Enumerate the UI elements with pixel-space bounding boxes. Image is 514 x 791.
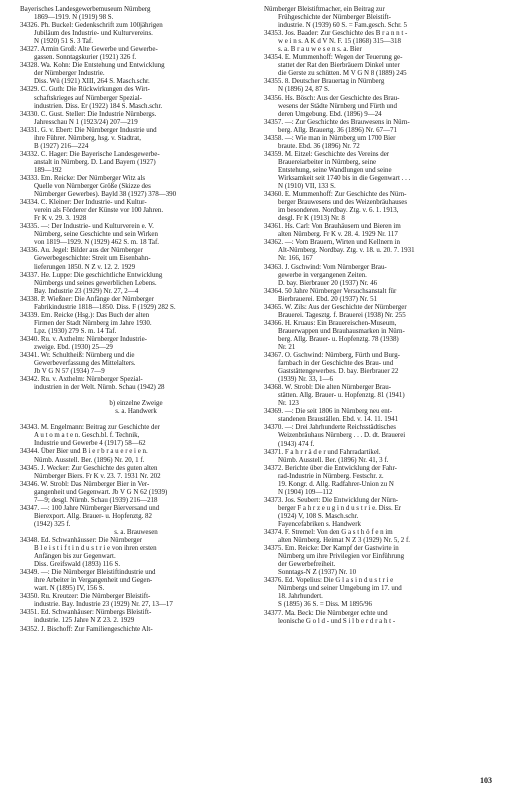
section-heading: b) einzelne Zweige <box>109 399 163 408</box>
bibliography-entry: 34351. Ed. Schwanhäuser: Nürnbergs Bleistift- industrie. 125 Jahre N Z 23. 2. 1929 <box>20 608 152 625</box>
bibliography-entry: 34366. H. Kruaus: Ein Brauereischen-Museum, Brauerwappen und Brauhausmarken in Nürn- berg. Allg. Brauer- u. Hopfenztg. 78 (1938) Nr. 21 <box>264 318 405 351</box>
spacer <box>20 391 252 399</box>
bibliography-entry: 34347. —: 100 Jahre Nürnberger Bierversand und Bierexport. Allg. Brauer- u. Hopfenztg. 82 (1942) 325 f. <box>20 503 160 528</box>
bibliography-entry: 34336. Au. Jegel: Bilder aus der Nürnberger Gewerbegeschichte: Streit um Eisenbahn- lieferungen 1850. N Z v. 12. 2. 1929 <box>20 246 151 271</box>
bibliography-entry: 34371. F a h r r ä d e r und Fahrradartikel. Nürnb. Ausstell. Ber. (1896) Nr. 41, 3 f. <box>264 447 389 464</box>
page-number: 103 <box>480 776 492 785</box>
section-heading: s. a. Brauwesen <box>114 527 158 536</box>
bibliography-entry: 34361. Hs. Carl: Von Brauhäusern und Bieren im alten Nürnberg. Fr K v. 28. 4. 1929 Nr. 117 <box>264 222 401 239</box>
bibliography-entry: 34345. J. Wecker: Zur Geschichte des guten alten Nürnberger Biers. Fr K v. 23. 7. 1931 Nr. 202 <box>20 463 161 480</box>
bibliography-entry: Nürnberger Bleistiftmacher, ein Beitrag zur Frühgeschichte der Nürnberger Bleistift- industrie. N (1939) 60 S. = Fam.gesch. Schr. 5 <box>264 5 407 30</box>
bibliography-entry: 34334. C. Kleiner: Der Industrie- und Kultur- verein als Förderer der Künste vor 100 Jahren. Fr K v. 29. 3. 1928 <box>20 198 164 223</box>
bibliography-entry: 34326. Ph. Buckel: Gedenkschrift zum 100jährigen Jubiläum des Industrie- und Kulturvereins. N (1920) 51 S. 3 Taf. <box>20 21 163 46</box>
bibliography-entry: Bayerisches Landesgewerbemuseum Nürnberg 1869—1919. N (1919) 98 S. <box>20 5 151 22</box>
spacer <box>20 415 252 423</box>
bibliography-entry: 34330. C. Gust. Steller: Die Industrie Nürnbergs. Jahresschau N 1 (1923/24) 207—219 <box>20 109 157 126</box>
bibliography-entry: 34350. Ru. Kreutzer: Die Nürnberger Bleistift- industrie. Bay. Industrie 23 (1929) Nr. 27, 13—17 <box>20 592 173 609</box>
bibliography-entry: 34329. C. Guth: Die Rückwirkungen des Wirt- schaftskrieges auf Nürnberger Spezial- industrien. Diss. Er (1922) 184 S. Masch.schr. <box>20 85 163 110</box>
bibliography-entry: 34327. Armin Groß: Alte Gewerbe und Gewerbe- gassen. Sonntagskurier (1921) 326 f. <box>20 45 158 62</box>
bibliography-entry: 34369. —: Die seit 1806 in Nürnberg neu ent- standenen Brauställen. Ebd. v. 14. 11. 1941 <box>264 407 399 424</box>
bibliography-entry: 34363. J. Gschwind: Vom Nürnberger Brau- gewerbe in vergangenen Zeiten. D. bay. Bierbrauer 20 (1937) Nr. 46 <box>264 262 387 287</box>
bibliography-entry: 34365. W. Zils: Aus der Geschichte der Nürnberger Brauerei. Tagesztg. f. Brauerei (1938) Nr. 255 <box>264 302 407 319</box>
bibliography-entry: 34364. 50 Jahre Nürnberger Versuchsanstalt für Bierbrauerei. Ebd. 20 (1937) Nr. 51 <box>264 286 397 303</box>
bibliography-entry: 34344. Über Bier und B i e r b r a u e r e i e n. Nürnb. Ausstell. Ber. (1896) Nr. 20, 1 f. <box>20 447 148 464</box>
bibliography-entry: 34359. M. Eitzel: Geschichte des Vereins der Brauereiarbeiter in Nürnberg, seine Entstehung, seine Wandlungen und seine Wirksamkeit seit 1740 bis in die Gegenwart . . . N (1910) VII, 133 S. <box>264 149 411 191</box>
bibliography-entry: 34367. O. Gschwind: Nürnberg, Fürth und Burg- farnbach in der Geschichte des Brau- und Gaststättengewerbes. D. bay. Bierbrauer 22 (1939) Nr. 33, 1—6 <box>264 351 400 384</box>
left-column <box>20 5 252 633</box>
bibliography-entry: 34342. Ru. v. Axthelm: Nürnberger Spezial- industrien in der Welt. Nürnb. Schau (1942) 28 <box>20 375 165 392</box>
bibliography-entry: 34333. Em. Reicke: Der Nürnberger Witz als Quelle von Nürnberger Größe (Skizze des Nürnberger Gewerbes). Bayld 38 (1927) 378—390 <box>20 173 177 199</box>
bibliography-entry: 34356. Hs. Bösch: Aus der Geschichte des Brau- wesens der Städte Nürnberg und Fürth und deren Umgebung. Ebd. (1896) 9—24 <box>264 93 400 118</box>
bibliography-entry: 34338. P. Wießner: Die Anfänge der Nürnberger Fabrikindustrie 1818—1850. Diss. F (1929) 282 S. <box>20 294 176 311</box>
bibliography-entry: 34362. —: Vom Brauern, Wirten und Kellnern in Alt-Nürnberg. Nordbay. Ztg. v. 18. u. 20. 7. 1931 Nr. 166, 167 <box>264 238 415 263</box>
bibliography-entry: 34335. —: Der Industrie- und Kulturverein e. V. Nürnberg, seine Geschichte und sein Wirken von 1819—1929. N (1929) 462 S. m. 18 Taf. <box>20 222 160 247</box>
bibliography-entry: 34348. Ed. Schwanhäusser: Die Nürnberger B l e i s t i f t i n d u s t r i e von ihren ersten Anfängen bis zur Gegenwart. Diss. Greifswald (1893) 116 S. <box>20 536 157 569</box>
bibliography-entry: 34375. Em. Reicke: Der Kampf der Gastwirte in Nürnberg um ihre Privilegien vor Einführung der Gewerbefreiheit. Sonntags-N Z (1937) Nr. 10 <box>264 544 405 577</box>
bibliography-entry: 34339. Em. Reicke (Hsg.): Das Buch der alten Firmen der Stadt Nürnberg im Jahre 1930. Lpz. (1930) 279 S. m. 14 Taf. <box>20 310 152 335</box>
bibliography-entry: 34343. M. Engelmann: Beitrag zur Geschichte der A u t o m a t e n. Gesch.bl. f. Technik, Industrie und Gewerbe 4 (1917) 58—62 <box>20 423 160 448</box>
bibliography-entry: 34340. Ru. v. Axthelm: Nürnberger Industrie- zweige. Ebd. (1930) 25—29 <box>20 334 147 351</box>
bibliography-entry: 34360. E. Mummenhoff: Zur Geschichte des Nürn- berger Brauwesens und des Weizenbräuhauses im besonderen. Nordbay. Ztg. v. 6. 1. 1913, desgl. Fr K (1913) Nr. 8 <box>264 190 408 223</box>
bibliography-entry: 34352. J. Bischoff: Zur Familiengeschichte Alt- <box>20 624 153 633</box>
bibliography-entry: 34346. W. Strobl: Das Nürnberger Bier in Ver- gangenheit und Gegenwart. Jb V G N 62 (1939) 7—9; desgl. Nürnb. Schau (1939) 216—218 <box>20 479 168 504</box>
right-column <box>264 5 496 625</box>
bibliography-entry: 34370. —: Drei Jahrhunderte Reichsstädtisches Weizenbräuhaus Nürnberg . . . D. dt. Brauerei (1943) 474 f. <box>264 423 406 448</box>
bibliography-entry: 34341. Wr. Schultheiß: Nürnberg und die Gewerbeverfassung des Mittelalters. Jb V G N 57 (1934) 7—9 <box>20 351 136 376</box>
bibliography-entry: 34377. Ma. Beck: Die Nürnberger echte und leonische G o l d - und S i l b e r d r a h t - <box>264 608 396 625</box>
bibliography-entry: 34373. Jos. Seubert: Die Entwicklung der Nürn- berger F a h r z e u g i n d u s t r i e. Diss. Er (1924) V, 108 S. Masch.schr. Fayencefabriken s. Handwerk <box>264 495 401 528</box>
bibliography-entry: 34331. G. v. Ebert: Die Nürnberger Industrie und ihre Führer. Nürnberg, hsg. v. Stadtrat, B (1927) 216—224 <box>20 125 157 150</box>
bibliography-entry: 34353. Jos. Baader: Zur Geschichte des B r a n n t - w e i n s. A K d V N. F. 15 (1868) 315—318 s. a. B r a u w e s e n s. a. Bier <box>264 29 408 54</box>
bibliography-entry: 34358. —: Wie man in Nürnberg um 1700 Bier braute. Ebd. 36 (1896) Nr. 72 <box>264 133 396 150</box>
bibliography-entry: 34337. He. Luppe: Die geschichtliche Entwicklung Nürnbergs und seines gewerblichen Lebens. Bay. Industrie 23 (1929) Nr. 27, 2—4 <box>20 270 163 295</box>
bibliography-entry: 34328. Wa. Kohn: Die Entstehung und Entwicklung der Nürnberger Industrie. Diss. Wü (1921) XIII, 264 S. Masch.schr. <box>20 61 165 86</box>
bibliography-entry: 34349. —: Die Nürnberger Bleistiftindustrie und ihre Arbeiter in Vergangenheit und Gegen- wart. N (1895) IV, 156 S. <box>20 568 156 593</box>
bibliography-entry: 34376. Ed. Vopelius: Die G l a s i n d u s t r i e Nürnbergs und seiner Umgebung im 17. und 18. Jahrhundert. S (1895) 36 S. = Diss. M 1895/96 <box>264 576 402 609</box>
bibliography-entry: 34374. F. Stremel: Von den G a s t h ö f e n im alten Nürnberg. Heimat N Z 3 (1929) Nr. 5, 2 f. <box>264 528 411 545</box>
bibliography-entry: 34355. 8. Deutscher Brauertag in Nürnberg N (1896) 24, 87 S. <box>264 77 385 94</box>
bibliography-entry: 34372. Berichte über die Entwicklung der Fahr- rad-Industrie in Nürnberg. Festschr. z. 19. Kongr. d. Allg. Radfahrer-Union zu N N (1904) 109—112 <box>264 463 397 496</box>
bibliography-entry: 34332. C. Hager: Die Bayerische Landesgewerbe- anstalt in Nürnberg. D. Land Bayern (1927) 189—192 <box>20 149 160 174</box>
bibliography-entry: 34354. E. Mummenhoff: Wegen der Teuerung ge- stattet der Rat den Bierbräuern Dinkel unter die Gerste zu schütten. M V G N 8 (1889) 245 <box>264 53 407 78</box>
section-heading: s. a. Handwerk <box>115 407 157 416</box>
bibliography-entry: 34357. —: Zur Geschichte des Brauwesens in Nürn- berg. Allg. Brauertg. 36 (1896) Nr. 67—71 <box>264 117 410 134</box>
bibliography-entry: 34368. W. Strobl: Die alten Nürnberger Brau- stätten. Allg. Brauer- u. Hopfenztg. 81 (1941) Nr. 123 <box>264 383 405 408</box>
